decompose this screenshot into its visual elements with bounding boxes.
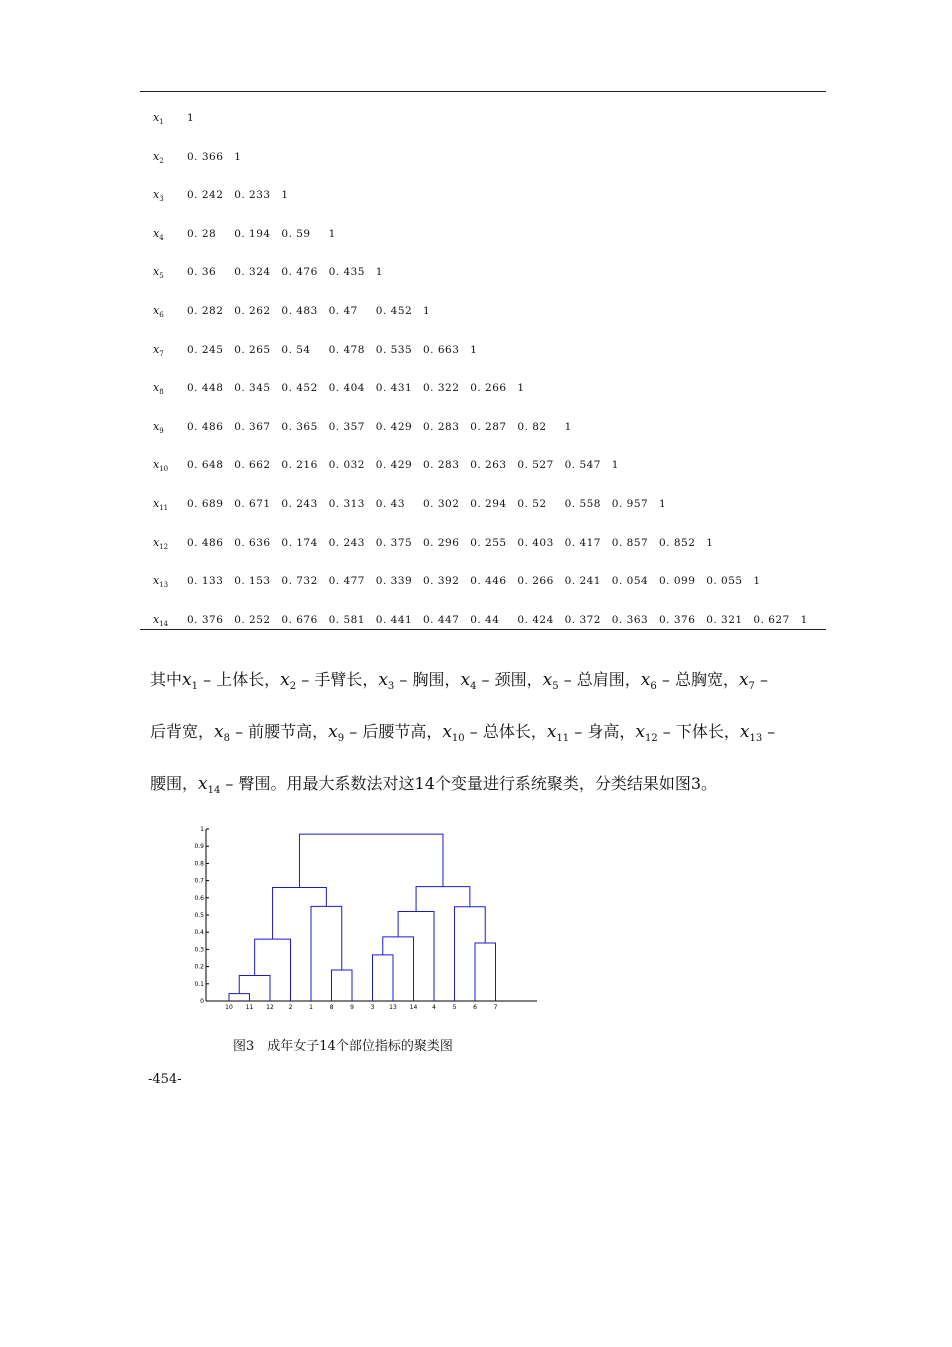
table-cell: 0. 241 [564, 575, 601, 588]
table-cell: 0. 476 [281, 266, 318, 279]
dendrogram-link [332, 970, 353, 1001]
table-cell: 0. 322 [423, 382, 460, 395]
table-cell: 0. 452 [375, 305, 413, 317]
table-cell: 0. 478 [328, 343, 365, 356]
table-cell: 1 [517, 382, 525, 395]
leaf-label: 7 [493, 1004, 498, 1011]
table-cell: 0. 429 [375, 459, 413, 472]
table-cell: 0. 448 [187, 382, 224, 395]
row-label: $x_{12}$ [153, 535, 169, 551]
table-cell: 0. 636 [234, 536, 271, 549]
table-cell: 0. 372 [564, 613, 601, 626]
table-cell: 1 [328, 227, 336, 240]
table-cell: 0. 424 [517, 613, 554, 626]
table-cell: 0. 82 [517, 420, 547, 433]
dendrogram-link [373, 955, 394, 1001]
variable-symbol: $x_9$ [328, 722, 345, 745]
table-cell: 0. 676 [281, 613, 318, 626]
table-cell: 0. 233 [234, 189, 271, 202]
table-cell: 1 [706, 536, 714, 549]
table-cell: 0. 446 [470, 575, 507, 588]
dendrogram-figure [175, 815, 545, 1015]
table-cell: 0. 435 [328, 266, 365, 279]
table-cell: 0. 852 [659, 536, 696, 549]
table-cell: 1 [800, 613, 808, 626]
table-cell: 0. 431 [375, 382, 413, 395]
table-cell: 1 [187, 112, 195, 124]
table-cell: 0. 375 [375, 536, 413, 549]
table-cell: 0. 266 [517, 575, 554, 588]
table-cell: 0. 547 [564, 459, 601, 472]
paragraph-line: 其中$x_1$ – 上体长，$x_2$ – 手臂长，$x_3$ – 胸围，$x_4$ – 颈围，$x_5$ – 总肩围，$x_6$ – 总胸宽，$x_7$ – [150, 670, 769, 693]
leaf-label: 5 [452, 1004, 457, 1011]
table-cell: 0. 392 [423, 575, 460, 588]
table-cell: 0. 28 [187, 227, 217, 240]
table-cell: 0. 447 [423, 613, 460, 626]
table-cell: 0. 689 [187, 498, 224, 510]
table-cell: 0. 287 [470, 420, 507, 433]
row-label: $x_8$ [153, 381, 164, 397]
table-cell: 0. 252 [234, 613, 271, 626]
leaf-label: 6 [473, 1004, 477, 1011]
leaf-label: 9 [350, 1004, 354, 1011]
table-cell: 0. 099 [659, 575, 696, 588]
leaf-label: 12 [266, 1004, 274, 1011]
table-cell: 0. 194 [234, 227, 271, 240]
table-cell: 0. 339 [375, 575, 413, 588]
table-cell: 0. 243 [281, 498, 318, 510]
table-cell: 0. 52 [517, 498, 547, 510]
table-cell: 0. 376 [659, 613, 696, 626]
row-label: $x_1$ [153, 111, 164, 127]
y-tick-label: 0.6 [194, 894, 204, 902]
y-tick-label: 0.7 [194, 877, 204, 885]
table-cell: 0. 032 [328, 459, 365, 472]
table-cell: 0. 283 [423, 459, 460, 472]
dendrogram-link [311, 906, 342, 1001]
row-label: $x_{10}$ [153, 458, 169, 474]
y-tick-label: 0.9 [194, 843, 204, 851]
table-cell: 1 [470, 343, 478, 356]
row-label: $x_{13}$ [153, 574, 169, 590]
leaf-label: 2 [288, 1004, 293, 1011]
table-cell: 0. 403 [517, 536, 554, 549]
table-cell: 0. 363 [611, 613, 649, 626]
variable-symbol: $x_2$ [280, 670, 297, 693]
table-cell: 0. 627 [753, 613, 790, 626]
table-cell: 0. 174 [281, 536, 318, 549]
table-cell: 0. 671 [234, 498, 271, 510]
table-cell: 1 [423, 305, 431, 317]
table-cell: 0. 54 [281, 343, 311, 356]
table-cell: 0. 47 [328, 305, 358, 317]
leaf-label: 14 [409, 1004, 418, 1011]
table-cell: 0. 43 [375, 498, 406, 510]
row-label: $x_{14}$ [153, 612, 169, 628]
row-label: $x_9$ [153, 419, 164, 435]
variable-symbol: $x_{14}$ [198, 774, 221, 797]
table-cell: 1 [375, 266, 383, 279]
table-cell: 0. 365 [281, 420, 318, 433]
table-cell: 0. 216 [281, 459, 318, 472]
row-label: $x_3$ [153, 188, 164, 204]
table-cell: 0. 957 [611, 498, 649, 510]
y-tick-label: 0 [200, 998, 204, 1005]
figure-caption: 图3 成年女子14个部位指标的聚类图 [233, 1039, 453, 1054]
leaf-label: 3 [370, 1004, 375, 1011]
table-cell: 0. 452 [281, 382, 318, 395]
table-cell: 0. 732 [281, 575, 318, 588]
dendrogram-link [299, 834, 443, 887]
paragraph-line: 腰围，$x_{14}$ – 臀围。用最大系数法对这14个变量进行系统聚类，分类结果如图3。 [150, 774, 718, 797]
table-cell: 0. 324 [234, 266, 271, 279]
table-cell: 0. 59 [281, 227, 311, 240]
table-cell: 0. 558 [564, 498, 601, 510]
table-cell: 0. 245 [187, 343, 224, 356]
variable-symbol: $x_{10}$ [442, 722, 465, 745]
table-cell: 0. 296 [423, 536, 460, 549]
row-label: $x_6$ [153, 304, 164, 320]
row-label: $x_{11}$ [153, 497, 169, 513]
row-label: $x_5$ [153, 265, 164, 281]
table-cell: 0. 357 [328, 420, 365, 433]
table-top-rule [140, 91, 826, 92]
dendrogram-link [229, 994, 250, 1001]
y-tick-label: 0.2 [194, 963, 204, 971]
leaf-label: 1 [309, 1004, 313, 1011]
table-cell: 1 [659, 498, 667, 510]
variable-symbol: $x_8$ [214, 722, 230, 745]
table-cell: 1 [234, 150, 242, 163]
table-cell: 0. 243 [328, 536, 365, 549]
table-cell: 0. 263 [470, 459, 507, 472]
table-cell: 0. 283 [423, 420, 460, 433]
table-cell: 0. 581 [328, 613, 365, 626]
table-cell: 0. 242 [187, 189, 224, 202]
paragraph-line: 后背宽，$x_8$ – 前腰节高，$x_9$ – 后腰节高，$x_{10}$ – 总体长，$x_{11}$ – 身高，$x_{12}$ – 下体长，$x_{13}$ – [150, 722, 776, 745]
table-cell: 0. 321 [706, 613, 743, 626]
table-cell: 0. 054 [611, 575, 649, 588]
table-cell: 1 [281, 189, 289, 202]
table-cell: 0. 282 [187, 305, 224, 317]
y-tick-label: 0.5 [194, 912, 204, 919]
table-cell: 0. 429 [375, 420, 413, 433]
table-cell: 0. 36 [187, 266, 217, 279]
table-cell: 0. 376 [187, 613, 224, 626]
dendrogram-link [416, 887, 470, 912]
dendrogram-link [255, 939, 291, 1001]
table-cell: 0. 477 [328, 575, 365, 588]
table-cell: 0. 483 [281, 305, 318, 317]
table-cell: 0. 404 [328, 382, 365, 395]
dendrogram-link [383, 937, 414, 1001]
table-cell: 0. 486 [187, 420, 224, 433]
leaf-label: 10 [225, 1004, 233, 1011]
leaf-label: 13 [389, 1004, 397, 1011]
table-cell: 1 [611, 459, 619, 472]
table-cell: 0. 366 [187, 150, 224, 163]
table-cell: 1 [564, 420, 572, 433]
y-tick-label: 0.3 [194, 946, 204, 954]
table-cell: 0. 44 [470, 613, 500, 626]
table-cell: 0. 857 [611, 536, 649, 549]
variable-symbol: $x_4$ [460, 670, 477, 693]
table-bottom-rule [140, 629, 826, 630]
variable-symbol: $x_{11}$ [546, 722, 570, 745]
table-cell: 0. 262 [234, 305, 271, 317]
dendrogram-link [239, 976, 270, 1001]
table-cell: 0. 663 [423, 343, 460, 356]
table-cell: 0. 266 [470, 382, 507, 395]
variable-symbol: $x_{13}$ [739, 722, 763, 745]
table-cell: 0. 153 [234, 575, 271, 588]
y-tick-label: 1 [200, 826, 204, 833]
table-cell: 0. 055 [706, 575, 743, 588]
y-tick-label: 0.8 [194, 860, 204, 868]
leaf-label: 4 [432, 1004, 436, 1011]
dendrogram-link [475, 943, 496, 1001]
page-number: -454- [148, 1072, 182, 1087]
leaf-label: 8 [329, 1004, 334, 1011]
variable-symbol: $x_6$ [640, 670, 657, 693]
variable-symbol: $x_1$ [182, 670, 198, 693]
leaf-label: 11 [245, 1004, 254, 1011]
table-cell: 0. 255 [470, 536, 507, 549]
row-label: $x_2$ [153, 149, 164, 165]
table-cell: 0. 302 [423, 498, 460, 510]
dendrogram-link [455, 907, 486, 1001]
y-tick-label: 0.1 [194, 980, 204, 988]
row-label: $x_7$ [153, 342, 164, 358]
table-cell: 0. 527 [517, 459, 554, 472]
variable-symbol: $x_3$ [378, 670, 395, 693]
table-cell: 0. 535 [375, 343, 413, 356]
table-cell: 0. 313 [328, 498, 365, 510]
dendrogram-link [273, 887, 327, 939]
y-tick-label: 0.4 [194, 929, 204, 937]
table-cell: 0. 648 [187, 459, 224, 472]
row-label: $x_4$ [153, 226, 164, 242]
table-cell: 0. 265 [234, 343, 271, 356]
variable-symbol: $x_7$ [738, 670, 755, 693]
table-cell: 0. 345 [234, 382, 271, 395]
table-cell: 0. 367 [234, 420, 271, 433]
table-cell: 0. 441 [375, 613, 413, 626]
table-cell: 0. 294 [470, 498, 507, 510]
dendrogram-link [398, 912, 434, 1001]
table-cell: 1 [753, 575, 761, 588]
table-cell: 0. 417 [564, 536, 601, 549]
table-cell: 0. 133 [187, 575, 224, 588]
variable-symbol: $x_{12}$ [635, 722, 658, 745]
table-cell: 0. 486 [187, 536, 224, 549]
table-cell: 0. 662 [234, 459, 271, 472]
variable-symbol: $x_5$ [542, 670, 559, 693]
